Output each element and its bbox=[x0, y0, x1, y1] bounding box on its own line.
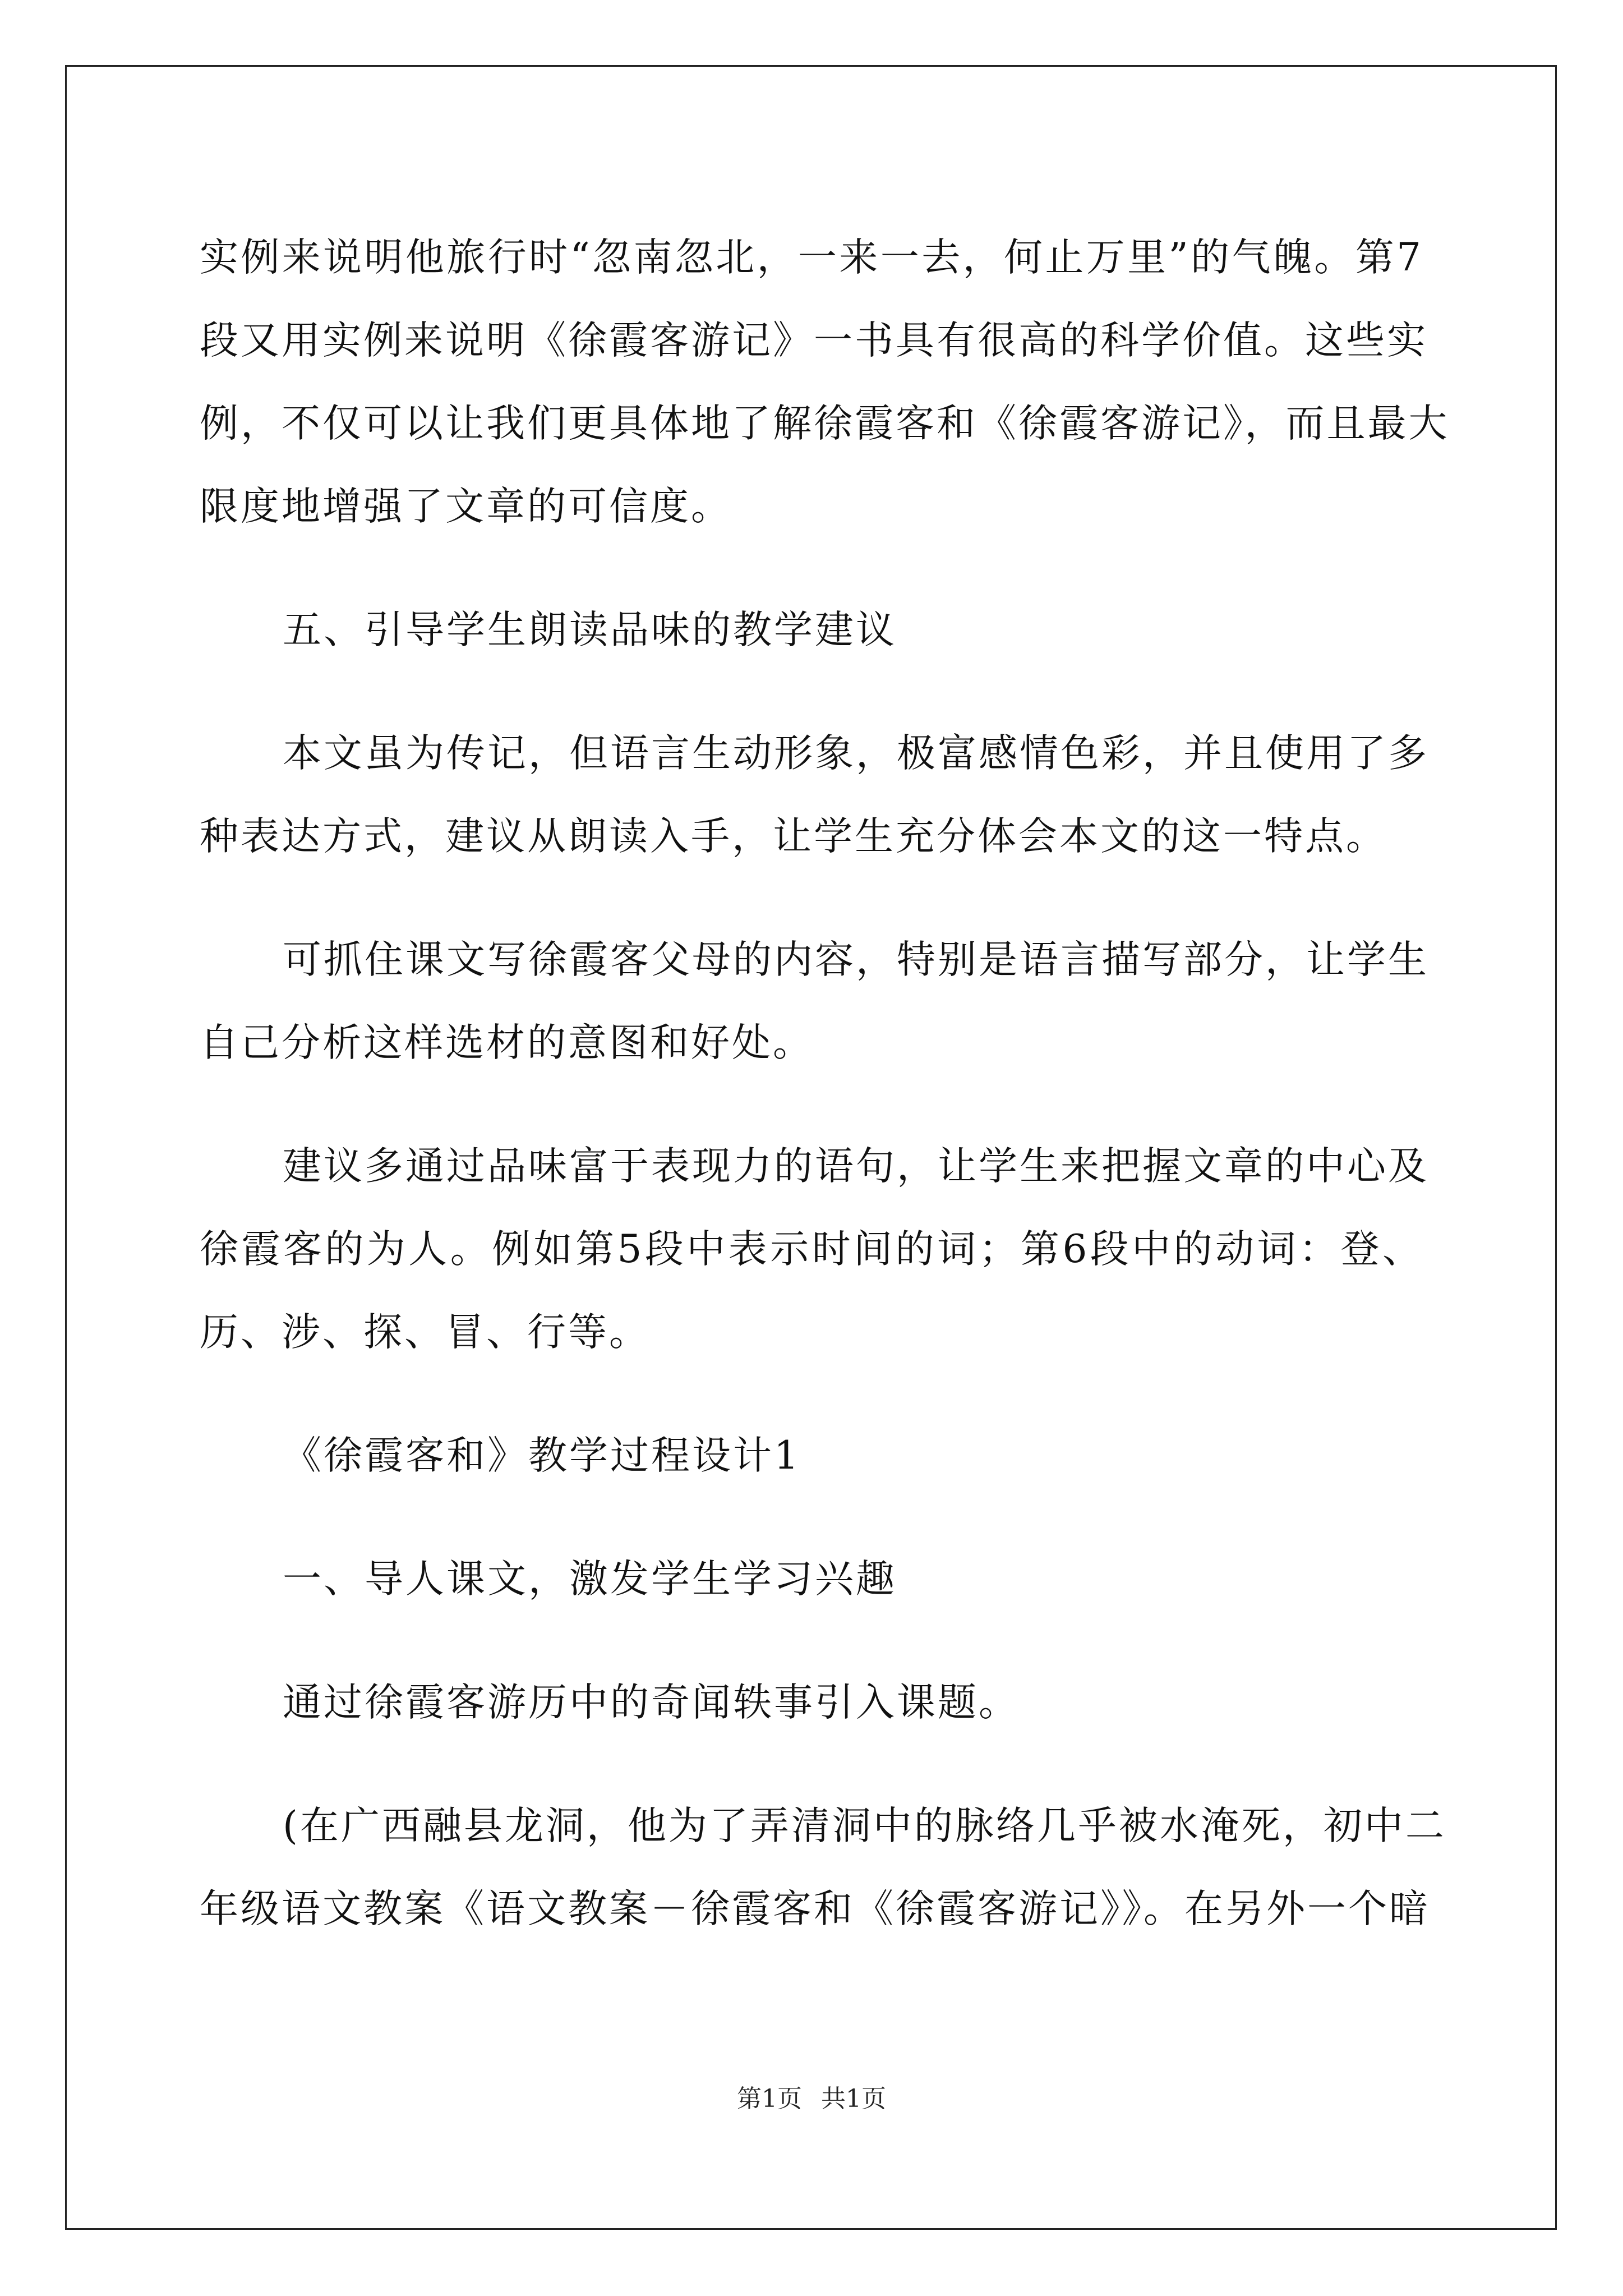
page-total: 共1页 bbox=[821, 2085, 886, 2113]
text-line: 可抓住课文写徐霞客父母的内容，特别是语言描写部分，让学生 bbox=[283, 937, 1429, 982]
text-line: (在广西融县龙洞，他为了弄清洞中的脉络几乎被水淹死，初中二 bbox=[283, 1803, 1446, 1848]
paragraph bbox=[200, 588, 1423, 671]
paragraph bbox=[200, 216, 1450, 548]
text-line: 实例来说明他旅行时“忽南忽北，一来一去，何止万里”的气魄。第7 bbox=[200, 235, 1423, 280]
paragraph bbox=[200, 1538, 1423, 1621]
text-line: 一、导人课文，激发学生学习兴趣 bbox=[283, 1557, 897, 1602]
paragraph bbox=[200, 1784, 1446, 1950]
text-line: 建议多通过品味富于表现力的语句，让学生来把握文章的中心及 bbox=[283, 1144, 1429, 1189]
text-line: 限度地增强了文章的可信度。 bbox=[200, 484, 732, 529]
text-line: 本文虽为传记，但语言生动形象，极富感情色彩，并且使用了多 bbox=[283, 731, 1429, 776]
paragraph bbox=[200, 1125, 1429, 1374]
document-body bbox=[200, 216, 1450, 1991]
paragraph bbox=[200, 1661, 1423, 1744]
text-line: 自己分析这样选材的意图和好处。 bbox=[200, 1020, 814, 1065]
text-line: 《徐霞客和》教学过程设计1 bbox=[283, 1433, 801, 1478]
text-line: 徐霞客的为人。例如第5段中表示时间的词；第6段中的动词：登、 bbox=[200, 1227, 1423, 1272]
page-number: 第1页 bbox=[737, 2085, 802, 2113]
text-line: 种表达方式，建议从朗读入手，让学生充分体会本文的这一特点。 bbox=[200, 814, 1387, 859]
paragraph bbox=[200, 918, 1429, 1084]
text-line: 历、涉、探、冒、行等。 bbox=[200, 1310, 650, 1355]
text-line: 五、引导学生朗读品味的教学建议 bbox=[283, 608, 897, 652]
text-line: 例，不仅可以让我们更具体地了解徐霞客和《徐霞客游记》，而且最大 bbox=[200, 401, 1450, 446]
text-line: 年级语文教案《语文教案－徐霞客和《徐霞客游记》》。在另外一个暗 bbox=[200, 1887, 1430, 1931]
text-line: 段又用实例来说明《徐霞客游记》一书具有很高的科学价值。这些实 bbox=[200, 318, 1428, 363]
page-footer bbox=[0, 2078, 1623, 2114]
text-line: 通过徐霞客游历中的奇闻轶事引入课题。 bbox=[283, 1680, 1020, 1725]
paragraph bbox=[200, 1414, 1423, 1497]
paragraph bbox=[200, 712, 1429, 878]
